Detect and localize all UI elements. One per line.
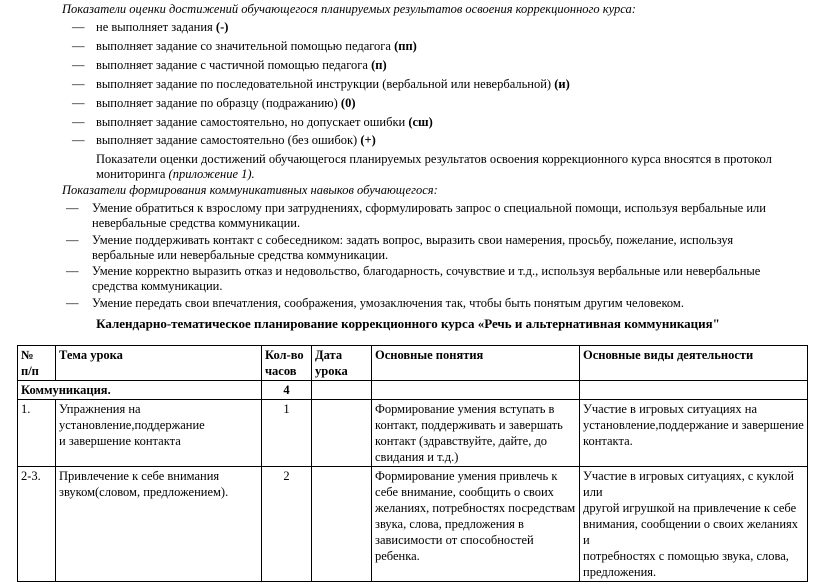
dash-icon: —: [66, 264, 79, 278]
table-header-row: [18, 346, 808, 381]
dash-icon: —: [72, 115, 85, 129]
row-topic: Упражнения на установление,поддержание и завершение контакта: [56, 400, 262, 467]
communication-item-continued: вербальные или невербальные средства коммуникации.: [92, 248, 389, 262]
row-number: 2-3.: [18, 467, 56, 582]
section-empty: [580, 381, 808, 400]
table-row: [18, 400, 808, 467]
section-label: Коммуникация.: [18, 381, 262, 400]
dash-icon: —: [66, 296, 79, 310]
dash-icon: —: [66, 201, 79, 215]
dash-icon: —: [72, 20, 85, 34]
dash-icon: —: [72, 39, 85, 53]
row-number: 1.: [18, 400, 56, 467]
communication-item-continued: невербальные средства коммуникации.: [92, 216, 301, 230]
row-concepts: Формирование умения привлечь к себе внимание, сообщить о своих желаниях, потребностях посредствам звука, слова, предложения в зависимости от способностей ребенка.: [372, 467, 580, 582]
communication-heading: Показатели формирования коммуникативных навыков обучающегося:: [62, 183, 438, 197]
grading-heading: Показатели оценки достижений обучающегося планируемых результатов освоения коррекционного курса:: [62, 2, 636, 16]
row-date: [312, 467, 372, 582]
communication-item-continued: средства коммуникации.: [92, 279, 223, 293]
dash-icon: —: [72, 133, 85, 147]
section-empty: [312, 381, 372, 400]
header-topic: Тема урока: [56, 346, 262, 381]
header-date: Дата урока: [312, 346, 372, 381]
grading-item: выполняет задание с частичной помощью педагога (п): [96, 58, 387, 72]
dash-icon: —: [72, 96, 85, 110]
header-concepts: Основные понятия: [372, 346, 580, 381]
grading-item: выполняет задание по образцу (подражанию) (0): [96, 96, 356, 110]
grading-item: выполняет задание самостоятельно (без ошибок) (+): [96, 133, 376, 147]
row-activities: Участие в игровых ситуациях на установление,поддержание и завершение контакта.: [580, 400, 808, 467]
protocol-note: Показатели оценки достижений обучающегося планируемых результатов освоения коррекционного курса вносятся в протокол: [96, 152, 772, 166]
communication-item: Умение поддерживать контакт с собеседником: задать вопрос, выразить свои намерения, просьбу, пожелание, используя: [92, 233, 734, 247]
row-hours: 2: [262, 467, 312, 582]
communication-item: Умение передать свои впечатления, соображения, умозаключения так, чтобы быть понятым другим человеком.: [92, 296, 684, 310]
grading-item: не выполняет задания (-): [96, 20, 229, 34]
section-hours: 4: [262, 381, 312, 400]
header-activities: Основные виды деятельности: [580, 346, 808, 381]
section-empty: [372, 381, 580, 400]
protocol-note-continued: мониторинга (приложение 1).: [96, 167, 255, 181]
communication-item: Умение корректно выразить отказ и недовольство, благодарность, сочувствие и т.д., используя вербальные или невербальные: [92, 264, 761, 278]
grading-item: выполняет задание со значительной помощью педагога (пп): [96, 39, 417, 53]
row-activities: Участие в игровых ситуациях, с куклой или другой игрушкой на привлечение к себе внимания, сообщении о своих желаниях и потребностях с помощью звука, слова, предложения.: [580, 467, 808, 582]
row-topic: Привлечение к себе внимания звуком(словом, предложением).: [56, 467, 262, 582]
row-hours: 1: [262, 400, 312, 467]
dash-icon: —: [66, 233, 79, 247]
section-row: [18, 381, 808, 400]
row-concepts: Формирование умения вступать в контакт, поддерживать и завершать контакт (здравствуйте, дайте, до свидания и т.д.): [372, 400, 580, 467]
grading-item: выполняет задание самостоятельно, но допускает ошибки (сш): [96, 115, 433, 129]
dash-icon: —: [72, 58, 85, 72]
header-number: № п/п: [18, 346, 56, 381]
grading-item: выполняет задание по последовательной инструкции (вербальной или невербальной) (и): [96, 77, 570, 91]
dash-icon: —: [72, 77, 85, 91]
row-date: [312, 400, 372, 467]
table-row: [18, 467, 808, 582]
plan-table: [17, 345, 808, 582]
header-hours: Кол-во часов: [262, 346, 312, 381]
plan-title: Календарно-тематическое планирование коррекционного курса «Речь и альтернативная коммуникация": [96, 316, 720, 331]
communication-item: Умение обратиться к взрослому при затруднениях, сформулировать запрос о специальной помощи, используя вербальные или: [92, 201, 766, 215]
